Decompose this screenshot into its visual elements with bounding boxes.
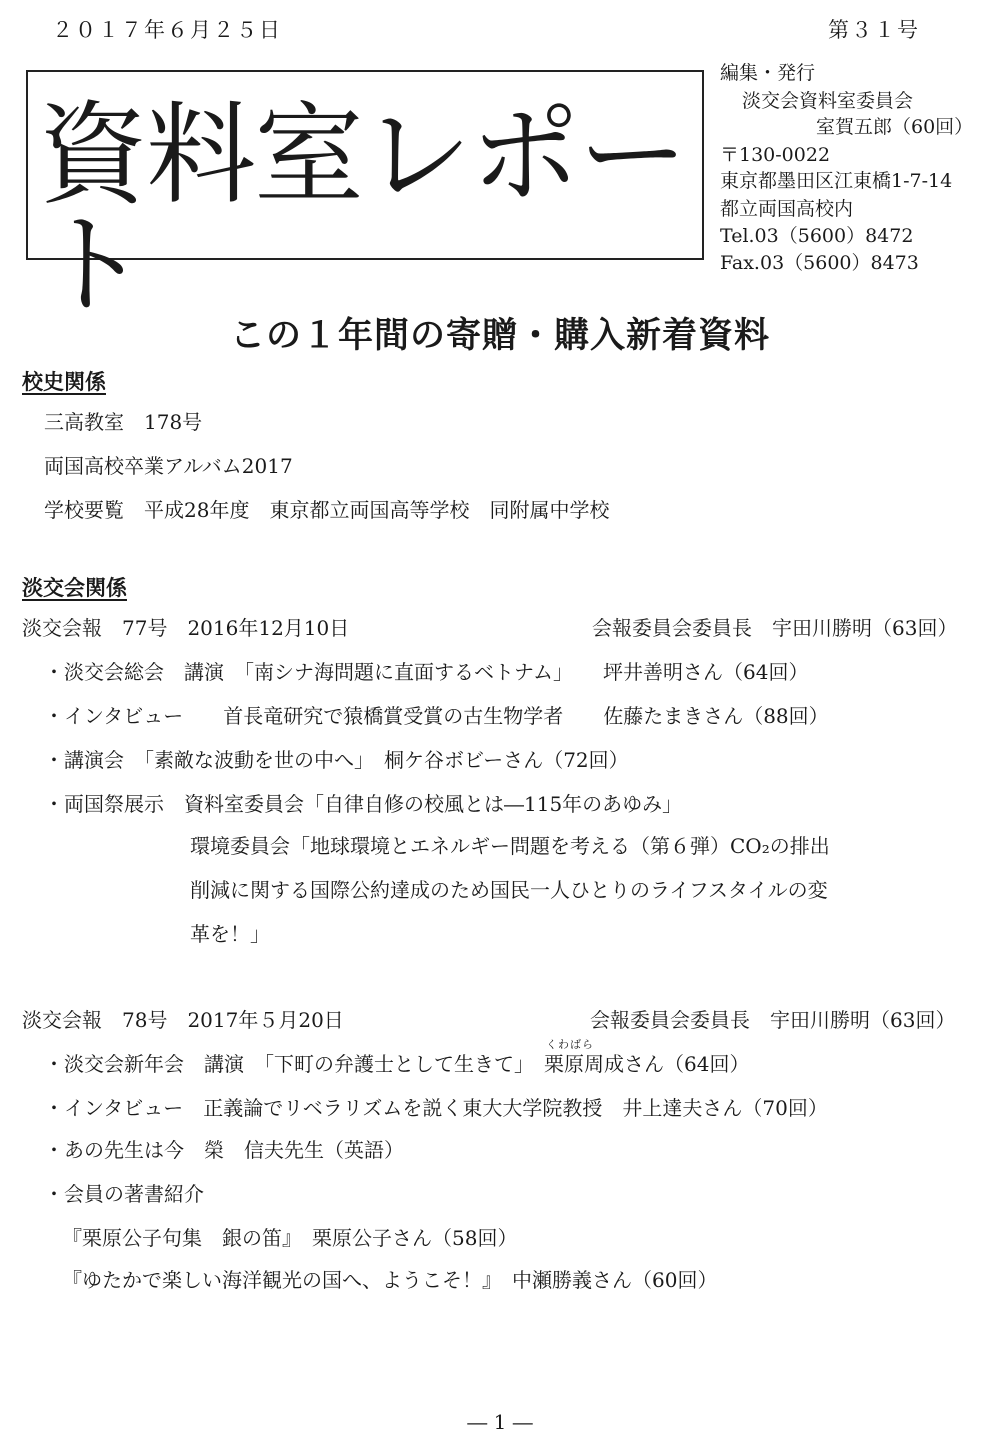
title-box: [26, 70, 704, 329]
issue77-item: ・淡交会総会 講演 「南シナ海問題に直面するベトナム」 坪井善明さん（64回）: [44, 660, 809, 684]
issue-number: 第３１号: [828, 18, 920, 42]
publisher-line-1: 編集・発行: [720, 62, 816, 84]
issue77-item: ・講演会 「素敵な波動を世の中へ」 桐ケ谷ボビーさん（72回）: [44, 748, 629, 772]
furigana: くわばら: [546, 1038, 594, 1051]
issue77-item: ・両国祭展示 資料室委員会「自律自修の校風とは―115年のあゆみ」: [44, 792, 683, 816]
issue78-item: [44, 1038, 750, 1076]
school-item: 学校要覧 平成28年度 東京都立両国高等学校 同附属中学校: [44, 498, 610, 522]
issue-date: ２０１７年６月２５日: [52, 18, 282, 42]
issue78-item: ・あの先生は今 榮 信夫先生（英語）: [44, 1138, 404, 1162]
section-tankokai-heading: 淡交会関係: [22, 575, 127, 600]
publisher-line-5: 東京都墨田区江東橋1-7-14: [720, 170, 953, 192]
page-number: ― 1 ―: [467, 1410, 533, 1434]
report-title: 資料室レポート: [38, 91, 686, 329]
issue78-editor: 会報委員会委員長 宇田川勝明（63回）: [590, 1008, 956, 1032]
issue77-item: ・インタビュー 首長竜研究で猿橋賞受賞の古生物学者 佐藤たまきさん（88回）: [44, 704, 829, 728]
issue77-cont: 革を！」: [190, 922, 270, 946]
issue77-editor: 会報委員会委員長 宇田川勝明（63回）: [592, 616, 958, 640]
issue78-item1-name-wrap: [544, 1038, 750, 1076]
publisher-line-6: 都立両国高校内: [720, 198, 854, 220]
book-item: 『ゆたかで楽しい海洋観光の国へ、ようこそ！』 中瀬勝義さん（60回）: [62, 1268, 718, 1292]
school-item: 三高教室 178号: [44, 410, 203, 434]
issue77-cont: 削減に関する国際公約達成のため国民一人ひとりのライフスタイルの変: [190, 878, 828, 902]
issue78-item: ・インタビュー 正義論でリベラリズムを説く東大大学院教授 井上達夫さん（70回）: [44, 1096, 828, 1120]
headline: この１年間の寄贈・購入新着資料: [229, 315, 770, 356]
issue78-item1-text: ・淡交会新年会 講演 「下町の弁護士として生きて」: [44, 1052, 544, 1076]
publisher-tel: Tel.03（5600）8472: [720, 225, 914, 247]
publisher-line-2: 淡交会資料室委員会: [742, 90, 914, 112]
issue77-cont: 環境委員会「地球環境とエネルギー問題を考える（第６弾）CO₂の排出: [190, 834, 830, 858]
school-item: 両国高校卒業アルバム2017: [44, 454, 293, 478]
section-school-heading: 校史関係: [22, 369, 106, 394]
issue78-item1-name: 栗原周成さん（64回）: [544, 1052, 750, 1076]
publisher-line-3: 室賀五郎（60回）: [816, 116, 974, 138]
publisher-line-4: 〒130-0022: [720, 144, 831, 166]
issue78-item: ・会員の著書紹介: [44, 1182, 204, 1206]
publisher-fax: Fax.03（5600）8473: [720, 252, 919, 274]
issue77-title: 淡交会報 77号 2016年12月10日: [22, 616, 350, 640]
issue78-title: 淡交会報 78号 2017年５月20日: [22, 1008, 344, 1032]
book-item: 『栗原公子句集 銀の笛』 栗原公子さん（58回）: [62, 1226, 518, 1250]
